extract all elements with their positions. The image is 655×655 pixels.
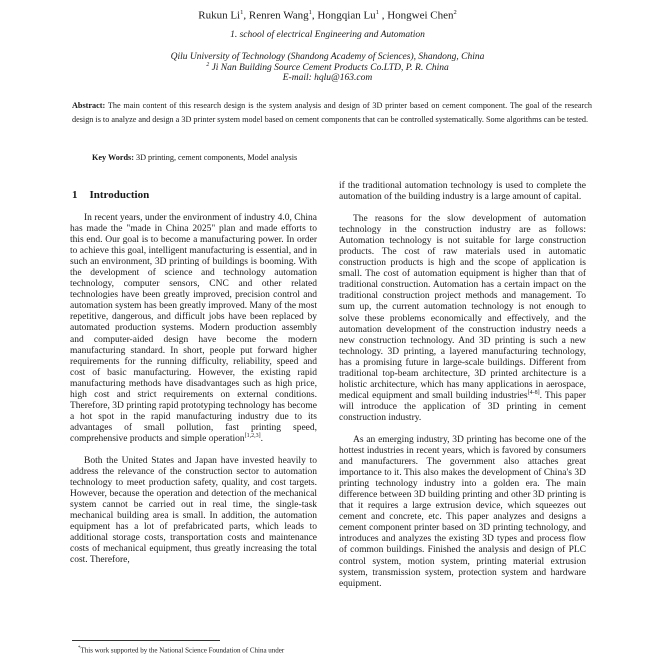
paragraph-text: In recent years, under the environment of industry 4.0, China has made the "made in China 2025" plan and made efforts to this end. Our goal is to become a manufacturing power. In order to achieve this goal, intelligent manufacturing is essential, and in such an environment, 3D printing of buildings is booming. With the development of science and technology automation technology, computer sensors, CNC and other related technologies have been greatly improved, precision control and automation system has been greatly improved. Many of the most repetitive, dangerous, and difficult jobs have been replaced by automated production systems. Modern production assembly and computer-aided design have become the modern manufacturing standard. In short, people put forward higher requirements for the running difficulty, reliability, speed and cost of basic manufacturing. However, the existing rapid manufacturing methods have disadvantages such as high price, high cost and strict requirements on external conditions. Therefore, 3D printing rapid prototyping technology has become a hot spot in the rapid manufacturing industry due to its advantages of small pollution, fast printing speed, comprehensive products and simple operation xyxy=(70,213,317,444)
paragraph-text-end: . This paper will introduce the application of 3D printing in cement construction industry. xyxy=(339,390,586,423)
keywords xyxy=(92,153,297,162)
affiliation-university: Qilu University of Technology (Shandong Academy of Sciences), Shandong, China xyxy=(170,52,485,62)
paragraph-text: The reasons for the slow development of automation technology in the construction industry are as follows: Automation technology is not suitable for large construction products. The cost of raw materials used in automatic construction products is high and the scope of application is small. The cost of automation equipment is higher than that of traditional construction. Automation has a certain impact on the traditional construction project methods and management. To sum up, the current automation technology is not enough to solve these problems economically and effectively, and the automation development of the construction industry needs a new construction technology. And 3D printing is such a new technology. 3D printing, a layered manufacturing technology, has a promising future in large-scale buildings. Different from traditional top-beam architecture, 3D printed architecture is a holistic architecture, which has many applications in aerospace, medical equipment and small building industries xyxy=(339,214,586,401)
footnote-divider xyxy=(72,640,220,641)
keywords-text: 3D printing, cement components, Model analysis xyxy=(135,153,298,162)
citation: [4-8] xyxy=(527,389,540,396)
company-name: Ji Nan Building Source Cement Products Co.LTD, P. R. China xyxy=(211,63,449,74)
author-line: Rukun Li$^1$, Renren Wang$^1$, Hongqian Lu$^1$ , Hongwei Chen$^2$ xyxy=(198,9,457,22)
left-column xyxy=(70,213,317,566)
abstract-label: Abstract: xyxy=(72,101,106,110)
author-affiliation-mark: 1 xyxy=(308,9,312,16)
abstract-text: The main content of this research design is the system analysis and design of 3D printer based on cement component. The goal of the research design is to analyze and design a 3D printer system model based on cement components that can be controlled systematically. Some algorithms can be tested. xyxy=(72,101,592,124)
footnote-text: This work supported by the National Science Foundation of China under xyxy=(80,646,285,655)
affiliation-mark: 2 xyxy=(206,62,210,68)
paragraph: Both the United States and Japan have invested heavily to address the relevance of the construction sector to automation technology to meet production safety, quality, and cost targets. However, because the operation and detection of the mechanical system cannot be carried out in real time, the single-task mechanical building area is small. In addition, the automation equipment has a lot of prefabricated parts, which leads to additional storage costs, transportation costs and maintenance costs of mechanical equipment, thus greatly increasing the total cost. Therefore, xyxy=(70,455,317,566)
author-name: Rukun Li xyxy=(198,9,241,22)
paragraph-text-end: . xyxy=(260,433,264,444)
author-affiliation-mark: 1 xyxy=(375,9,379,16)
author-name: Renren Wang xyxy=(248,9,309,22)
author-name: Hongwei Chen xyxy=(387,9,454,22)
footnote xyxy=(78,646,284,654)
author-name: Hongqian Lu xyxy=(317,9,376,22)
right-column xyxy=(339,181,586,590)
citation: [1,2,3] xyxy=(244,432,261,439)
author-affiliation-mark: 2 xyxy=(453,9,457,16)
paragraph xyxy=(70,213,317,445)
keywords-label: Key Words: xyxy=(92,153,134,162)
abstract xyxy=(72,99,592,127)
section-title: Introduction xyxy=(89,189,150,201)
paragraph: As an emerging industry, 3D printing has become one of the hottest industries in recent years, which is favored by consumers and manufacturers. The government also attaches great importance to it. This also makes the development of China's 3D printing technology industry into a golden era. The main difference between 3D building printing and other 3D printing is that it requires a large extrusion device, which squeezes out cement and concrete, etc. This paper analyzes and designs a cement component printer based on 3D printing technology, and introduces and analyzes the existing 3D types and process flow of common buildings. Finished the analysis and design of PLC control system, motion system, printing material extrusion system, transmission system, protection system and hardware equipment. xyxy=(339,434,586,589)
author-affiliation-mark: 1 xyxy=(240,9,244,16)
affiliation-school: 1. school of electrical Engineering and Automation xyxy=(230,30,425,40)
paragraph: if the traditional automation technology is used to complete the automation of the building industry is a large amount of capital. xyxy=(339,181,586,203)
paragraph xyxy=(339,214,586,424)
footnote-mark: * xyxy=(78,646,81,651)
affiliation-company xyxy=(0,62,655,73)
section-number: 1 xyxy=(72,189,78,201)
section-heading xyxy=(72,189,149,201)
contact-email: E-mail: hqlu@163.com xyxy=(282,73,373,83)
